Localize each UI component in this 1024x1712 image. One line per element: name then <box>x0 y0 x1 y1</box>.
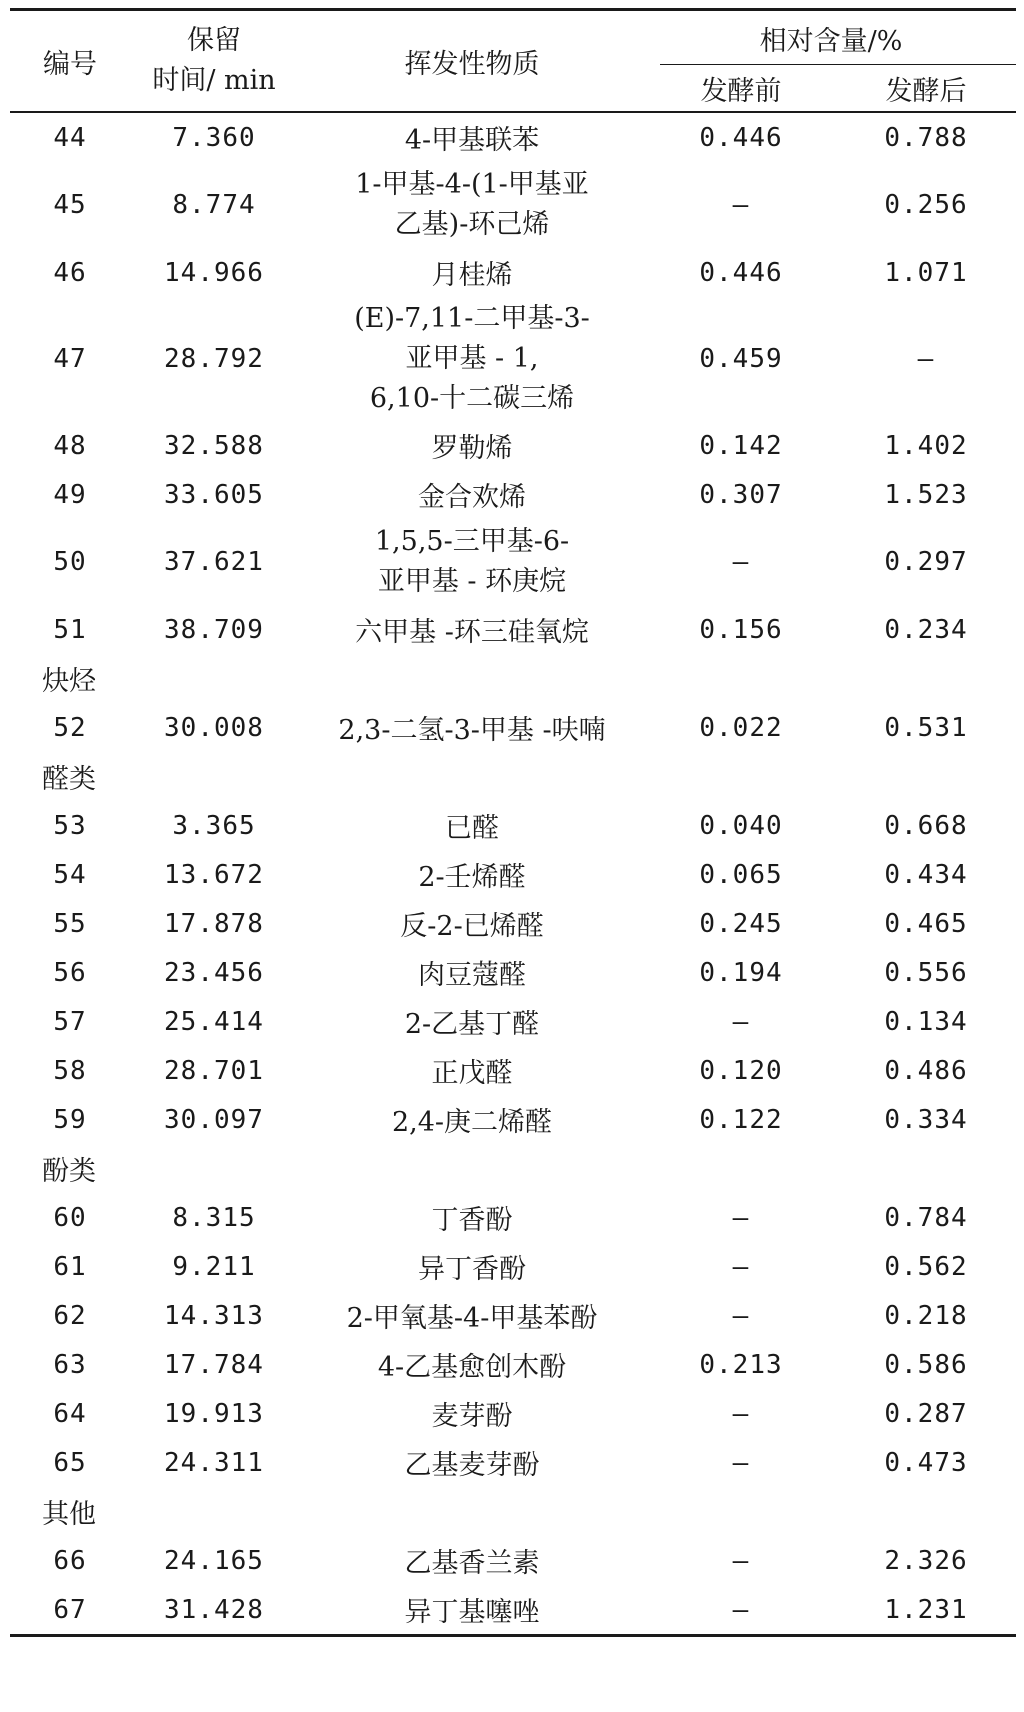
cell-id: 48 <box>53 430 87 461</box>
cell-after: 0.234 <box>884 614 968 645</box>
cell-compound-name: 2-乙基丁醛 <box>404 1009 540 1040</box>
cell-retention-time: 3.365 <box>172 810 256 841</box>
cell-after: 0.586 <box>884 1349 968 1380</box>
cell-retention-time: 23.456 <box>164 957 264 988</box>
cell-compound-name: 1-甲基-4-(1-甲基亚 乙基)-环己烯 <box>355 169 589 240</box>
cell-compound-name: 丁香酚 <box>431 1205 513 1236</box>
table-row <box>10 1585 1016 1636</box>
table-row <box>10 248 1016 297</box>
cell-before: 0.120 <box>699 1055 783 1086</box>
cell-compound-name: 麦芽酚 <box>431 1401 513 1432</box>
cell-compound-name: 正戊醛 <box>431 1058 513 1089</box>
table-row <box>10 1291 1016 1340</box>
table-row <box>10 1095 1016 1144</box>
cell-id: 52 <box>53 712 87 743</box>
cell-compound-name: 罗勒烯 <box>431 433 513 464</box>
table-row <box>10 421 1016 470</box>
cell-after: 2.326 <box>884 1545 968 1576</box>
cell-id: 58 <box>53 1055 87 1086</box>
cell-before: 0.194 <box>699 957 783 988</box>
cell-after: — <box>917 344 935 374</box>
cell-after: 0.287 <box>884 1398 968 1429</box>
cell-id: 62 <box>53 1300 87 1331</box>
section-row <box>10 1487 1016 1536</box>
table-body <box>10 112 1016 1636</box>
cell-id: 67 <box>10 1585 130 1636</box>
cell-retention-time: 17.784 <box>164 1349 264 1380</box>
table-row <box>10 1046 1016 1095</box>
table-row <box>10 850 1016 899</box>
cell-retention-time: 19.913 <box>164 1398 264 1429</box>
cell-retention-time: 30.008 <box>164 712 264 743</box>
header-relative-content <box>646 10 1016 66</box>
cell-before: — <box>732 1545 750 1576</box>
cell-retention-time: 37.621 <box>164 547 264 577</box>
cell-id: 64 <box>53 1398 87 1429</box>
section-label: 酚类 <box>42 1156 96 1187</box>
cell-after: 0.562 <box>884 1251 968 1282</box>
cell-retention-time: 28.792 <box>164 344 264 374</box>
table-row <box>10 605 1016 654</box>
cell-compound-name: 异丁基噻唑 <box>298 1585 646 1636</box>
cell-after: 0.473 <box>884 1447 968 1478</box>
cell-id: 49 <box>53 479 87 510</box>
cell-after: 1.231 <box>836 1585 1016 1636</box>
cell-after: 0.297 <box>884 547 968 577</box>
cell-after: 1.523 <box>884 479 968 510</box>
cell-before: 0.446 <box>699 257 783 288</box>
cell-before: 0.156 <box>699 614 783 645</box>
cell-retention-time: 17.878 <box>164 908 264 939</box>
table-row <box>10 1438 1016 1487</box>
cell-before: — <box>732 1202 750 1233</box>
volatile-compounds-table <box>10 8 1016 1637</box>
cell-id: 59 <box>53 1104 87 1135</box>
cell-id: 44 <box>53 122 87 153</box>
cell-before: — <box>732 1006 750 1037</box>
cell-compound-name: (E)-7,11-二甲基-3- 亚甲基 - 1, 6,10-十二碳三烯 <box>354 303 590 414</box>
cell-retention-time: 13.672 <box>164 859 264 890</box>
table-row <box>10 1389 1016 1438</box>
header-group-rule <box>660 64 1016 65</box>
cell-before: — <box>732 1447 750 1478</box>
cell-retention-time: 14.313 <box>164 1300 264 1331</box>
cell-before: — <box>732 1398 750 1429</box>
cell-before: — <box>732 190 750 220</box>
cell-after: 1.071 <box>884 257 968 288</box>
cell-before: 0.142 <box>699 430 783 461</box>
table-row <box>10 297 1016 421</box>
cell-before: 0.040 <box>699 810 783 841</box>
cell-compound-name: 2-甲氧基-4-甲基苯酚 <box>346 1303 598 1334</box>
header-after-fermentation: 发酵后 <box>836 65 1016 112</box>
cell-compound-name: 肉豆蔻醛 <box>418 960 526 991</box>
cell-id: 53 <box>53 810 87 841</box>
cell-after: 0.668 <box>884 810 968 841</box>
cell-retention-time: 24.165 <box>164 1545 264 1576</box>
cell-id: 61 <box>53 1251 87 1282</box>
table-row <box>10 997 1016 1046</box>
cell-after: 1.402 <box>884 430 968 461</box>
cell-before: 0.065 <box>699 859 783 890</box>
cell-id: 47 <box>53 344 87 374</box>
cell-before: 0.245 <box>699 908 783 939</box>
cell-retention-time: 7.360 <box>172 122 256 153</box>
cell-retention-time: 8.315 <box>172 1202 256 1233</box>
cell-before: 0.213 <box>699 1349 783 1380</box>
table-row <box>10 470 1016 519</box>
cell-after: 0.784 <box>884 1202 968 1233</box>
cell-retention-time: 30.097 <box>164 1104 264 1135</box>
cell-before: 0.307 <box>699 479 783 510</box>
cell-after: 0.218 <box>884 1300 968 1331</box>
cell-id: 66 <box>53 1545 87 1576</box>
cell-after: 0.465 <box>884 908 968 939</box>
cell-after: 0.788 <box>884 122 968 153</box>
cell-id: 56 <box>53 957 87 988</box>
section-row <box>10 752 1016 801</box>
header-before-fermentation: 发酵前 <box>646 65 836 112</box>
cell-id: 65 <box>53 1447 87 1478</box>
section-label: 醛类 <box>42 764 96 795</box>
cell-compound-name: 已醛 <box>445 813 499 844</box>
cell-before: 0.459 <box>699 344 783 374</box>
table-row <box>10 112 1016 162</box>
cell-compound-name: 乙基香兰素 <box>404 1548 540 1579</box>
cell-before: 0.122 <box>699 1104 783 1135</box>
cell-before: 0.022 <box>699 712 783 743</box>
table-row <box>10 162 1016 248</box>
cell-retention-time: 38.709 <box>164 614 264 645</box>
header-relative-content-label: 相对含量/% <box>759 25 903 57</box>
table-row <box>10 519 1016 605</box>
section-label: 炔烃 <box>42 666 96 697</box>
cell-id: 63 <box>53 1349 87 1380</box>
table-header <box>10 10 1016 113</box>
table-row <box>10 801 1016 850</box>
cell-compound-name: 4-甲基联苯 <box>404 125 540 156</box>
cell-after: 0.556 <box>884 957 968 988</box>
section-row <box>10 654 1016 703</box>
cell-retention-time: 8.774 <box>172 190 256 220</box>
cell-id: 57 <box>53 1006 87 1037</box>
cell-before: — <box>732 1251 750 1282</box>
cell-retention-time: 33.605 <box>164 479 264 510</box>
cell-compound-name: 六甲基 -环三硅氧烷 <box>355 617 589 648</box>
cell-compound-name: 2,3-二氢-3-甲基 -呋喃 <box>338 715 606 746</box>
cell-before: 0.446 <box>699 122 783 153</box>
cell-id: 45 <box>53 190 87 220</box>
cell-id: 50 <box>53 547 87 577</box>
cell-before: — <box>732 1300 750 1331</box>
cell-retention-time: 28.701 <box>164 1055 264 1086</box>
table-row <box>10 703 1016 752</box>
cell-compound-name: 异丁香酚 <box>418 1254 526 1285</box>
table-row <box>10 899 1016 948</box>
cell-compound-name: 金合欢烯 <box>418 482 526 513</box>
header-row-1 <box>10 10 1016 66</box>
cell-retention-time: 9.211 <box>172 1251 256 1282</box>
cell-retention-time: 24.311 <box>164 1447 264 1478</box>
cell-compound-name: 2,4-庚二烯醛 <box>391 1107 553 1138</box>
header-id: 编号 <box>10 10 130 113</box>
cell-compound-name: 4-乙基愈创木酚 <box>377 1352 567 1383</box>
cell-id: 60 <box>53 1202 87 1233</box>
table-row <box>10 948 1016 997</box>
cell-before: — <box>732 547 750 577</box>
cell-retention-time: 14.966 <box>164 257 264 288</box>
section-label: 其他 <box>42 1499 96 1530</box>
header-compound: 挥发性物质 <box>298 10 646 113</box>
cell-retention-time: 31.428 <box>130 1585 298 1636</box>
cell-after: 0.486 <box>884 1055 968 1086</box>
table-row <box>10 1340 1016 1389</box>
cell-id: 46 <box>53 257 87 288</box>
cell-before: — <box>646 1585 836 1636</box>
section-row <box>10 1144 1016 1193</box>
cell-after: 0.256 <box>884 190 968 220</box>
table-row <box>10 1536 1016 1585</box>
cell-compound-name: 1,5,5-三甲基-6- 亚甲基 - 环庚烷 <box>374 526 570 597</box>
cell-compound-name: 乙基麦芽酚 <box>404 1450 540 1481</box>
table-row <box>10 1193 1016 1242</box>
cell-id: 54 <box>53 859 87 890</box>
cell-id: 51 <box>53 614 87 645</box>
cell-retention-time: 25.414 <box>164 1006 264 1037</box>
cell-after: 0.134 <box>884 1006 968 1037</box>
table-row <box>10 1242 1016 1291</box>
cell-compound-name: 2-壬烯醛 <box>418 862 526 893</box>
cell-compound-name: 月桂烯 <box>431 260 513 291</box>
cell-after: 0.531 <box>884 712 968 743</box>
cell-after: 0.434 <box>884 859 968 890</box>
cell-id: 55 <box>53 908 87 939</box>
cell-compound-name: 反-2-已烯醛 <box>400 911 544 942</box>
cell-retention-time: 32.588 <box>164 430 264 461</box>
cell-after: 0.334 <box>884 1104 968 1135</box>
header-retention-time: 保留 时间/ min <box>130 10 298 113</box>
